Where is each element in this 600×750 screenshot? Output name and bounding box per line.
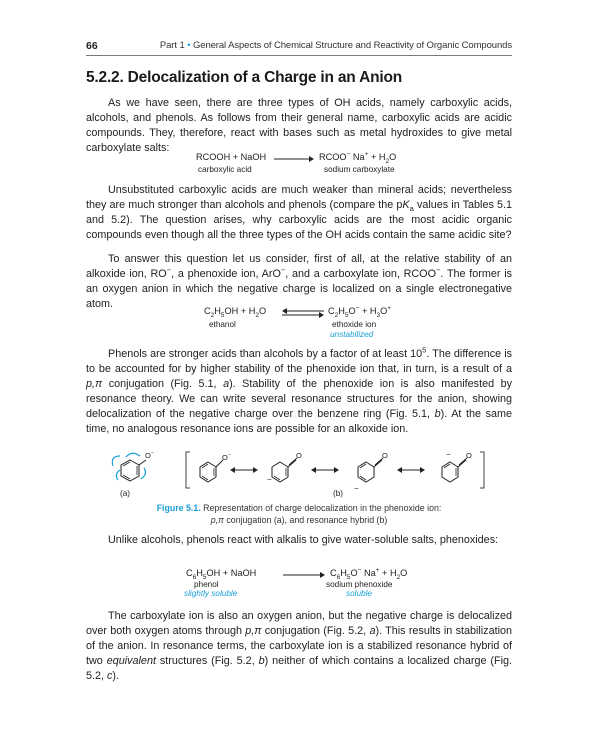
eq1-arrow-icon (273, 155, 315, 163)
fig-b4-oxygen: O (466, 451, 472, 460)
paragraph-4: Phenols are stronger acids than alcohols by a factor of at least $10^5$. The difference is to be accounted for by higher stability of the phenoxide ion that, in turn, is a result of a p,π conjugation (Fig. 5.1, a). Stability of the phenoxide ion is also manifested by resonance theory. We can write several resonance structures for the anion, showing delocalization of the negative charge over the benzene ring (Fig. 5.1, b). At the same time, no analogous resonance ions are possible for an alkoxide ion. (86, 345, 512, 435)
eq1-left: RCOOH + NaOH (196, 152, 267, 162)
resonance-structure-3 (358, 458, 383, 482)
paragraph-2: Unsubstituted carboxylic acids are much weaker than mineral acids; nevertheless they are much stronger than alcohols and phenols (compare the $pK_a$ values in Tables 5.1 and 5.2). The question arises, why carboxylic acids are the most acidic organic compounds even though all the three types of the OH acids contain the same acidic site? (86, 184, 512, 241)
eq3-left: $C_6H_5OH$ + NaOH (186, 568, 257, 581)
fig-a-oxygen: O− (145, 450, 154, 460)
chapter-title: General Aspects of Chemical Structure and Reactivity of Organic Compounds (192, 40, 512, 51)
resonance-arrow-icon-2 (311, 467, 339, 473)
resonance-arrow-icon-3 (397, 467, 425, 473)
page-number: 66 (86, 40, 98, 52)
eq1-label-right: sodium carboxylate (324, 165, 395, 174)
figure-5-1 (108, 446, 498, 502)
eq1-right: RCOO− $Na^+ + H_2O$ (319, 150, 397, 165)
fig-b3-oxygen: O (382, 451, 388, 460)
equation-phenoxide (186, 568, 446, 602)
eq2-label-right-note: unstabilized (330, 330, 374, 339)
paragraph-3: To answer this question let us consider, first of all, at the relative stability of an alkoxide ion, RO−, a phenoxide ion, ArO−, and a carboxylate ion, RCOO−. The former is an oxygen anion in which the negative charge is localized on a single electronegative atom. (86, 253, 512, 310)
running-header (86, 39, 512, 56)
eq2-right: $C_2H_5O^- + H_3O^+$ (328, 304, 392, 319)
eq1-label-left: carboxylic acid (198, 165, 252, 174)
eq2-label-right: ethoxide ion (332, 320, 377, 329)
paragraph-6: The carboxylate ion is also an oxygen anion, but the negative charge is delocalized over both oxygen atoms through p,π conjugation (Fig. 5.2, a). This results in stabilization of the anion. In resonance terms, the carboxylate ion is a stabilized resonance hybrid of two equivalent structures (Fig. 5.2, b) neither of which contains a localized charge (Fig. 5.2, c). (86, 610, 512, 682)
eq3-label-right: sodium phenoxide (326, 580, 393, 589)
bullet-icon: • (187, 40, 191, 51)
eq2-label-left: ethanol (209, 320, 236, 329)
eq3-right: $C_6H_5O^-$ $Na^+ + H_2O$ (330, 566, 408, 581)
fig-b2-oxygen: O (296, 451, 302, 460)
eq3-arrow-icon (282, 571, 326, 579)
resonance-arrow-icon-1 (230, 467, 258, 473)
fig-b3-charge: − (354, 484, 359, 493)
part-label: Part 1 (159, 40, 185, 51)
fig-b4-charge: − (446, 450, 451, 459)
resonance-structure-1 (200, 460, 223, 482)
resonance-structure-2 (272, 458, 297, 482)
eq2-left: $C_2H_5OH + H_2O$ (204, 306, 267, 319)
eq3-label-left: phenol (194, 580, 219, 589)
phenoxide-conjugation-structure (112, 453, 146, 481)
figure-caption: Figure 5.1. Representation of charge delocalization in the phenoxide ion: p,π conjugation (a), and resonance hybrid (b) (156, 503, 442, 525)
fig-b2-charge: − (267, 475, 272, 484)
eq2-equilibrium-arrow-icon (281, 308, 325, 318)
eq3-label-left-note: slightly soluble (184, 589, 238, 598)
equation-carboxylate (196, 152, 436, 178)
paragraph-1: As we have seen, there are three types of OH acids, namely carboxylic acids, alcohols, and phenols. As follows from their general name, carboxylic acids are acidic compounds. They, therefore, react with bases such as metal hydroxides to give metal carboxylate salts: (86, 97, 512, 154)
section-title: 5.2.2. Delocalization of a Charge in an Anion (86, 69, 402, 86)
resonance-structure-4 (442, 458, 467, 482)
running-title (160, 40, 512, 51)
fig-panel-b-label: (b) (333, 489, 344, 498)
eq3-label-right-note: soluble (346, 589, 372, 598)
equation-ethoxide (204, 306, 444, 344)
fig-panel-a-label: (a) (120, 489, 131, 498)
paragraph-5: Unlike alcohols, phenols react with alkalis to give water-soluble salts, phenoxides: (108, 534, 499, 546)
fig-b1-oxygen: O− (222, 452, 231, 462)
